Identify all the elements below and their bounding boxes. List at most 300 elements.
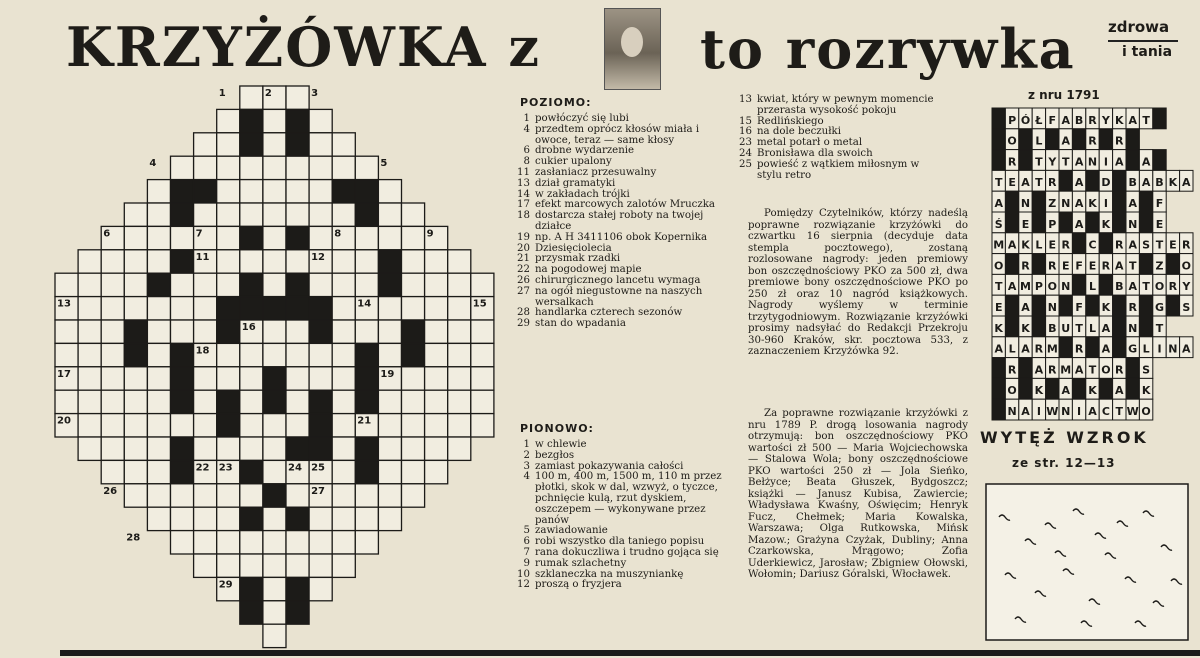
grid-cell[interactable] [217,367,240,390]
grid-cell[interactable] [355,250,378,273]
grid-cell[interactable] [217,180,240,203]
grid-cell[interactable] [240,343,263,366]
grid-cell[interactable] [147,180,170,203]
solution-letter: K [1021,238,1030,252]
grid-cell[interactable] [147,484,170,507]
grid-cell[interactable] [263,273,286,296]
grid-cell[interactable] [263,343,286,366]
grid-cell[interactable] [309,507,332,530]
clue-text: szklaneczka na muszyniankę [535,568,684,580]
grid-cell[interactable] [147,250,170,273]
grid-cell[interactable] [402,203,425,226]
grid-cell[interactable] [378,297,401,320]
grid-cell[interactable] [402,367,425,390]
grid-cell[interactable] [194,203,217,226]
grid-number: 27 [311,485,326,497]
grid-cell[interactable] [217,250,240,273]
grid-cell[interactable] [332,367,355,390]
grid-number: 9 [426,228,434,240]
grid-cell[interactable] [448,390,471,413]
grid-cell[interactable] [309,226,332,249]
grid-cell[interactable] [402,226,425,249]
grid-cell[interactable] [263,133,286,156]
grid-cell[interactable] [263,531,286,554]
grid-cell[interactable] [78,297,101,320]
grid-cell[interactable] [448,367,471,390]
grid-cell-black [194,180,217,203]
grid-cell[interactable] [124,390,147,413]
grid-cell[interactable] [378,320,401,343]
solution-cell-black [1166,254,1179,275]
grid-cell[interactable] [124,250,147,273]
grid-cell[interactable] [448,273,471,296]
grid-cell-black [286,437,309,460]
grid-cell[interactable] [263,156,286,179]
grid-cell[interactable] [147,297,170,320]
grid-cell[interactable] [101,390,124,413]
grid-cell[interactable] [101,437,124,460]
grid-cell[interactable] [263,577,286,600]
grid-cell[interactable] [78,390,101,413]
grid-cell[interactable] [240,484,263,507]
grid-cell[interactable] [471,414,494,437]
grid-cell[interactable] [309,156,332,179]
grid-cell[interactable] [78,367,101,390]
clue-text: Dziesięciolecia [535,242,612,254]
solution-letter: L [1008,342,1016,356]
grid-cell[interactable] [263,437,286,460]
grid-cell[interactable] [378,203,401,226]
grid-cell[interactable] [55,390,78,413]
grid-cell[interactable] [124,297,147,320]
solution-cell-black [1032,316,1045,337]
solution-letter: F [1155,197,1164,210]
grid-cell[interactable] [286,343,309,366]
grid-cell[interactable] [355,507,378,530]
solution-cell-black [1113,316,1126,337]
grid-cell-black [355,203,378,226]
grid-cell[interactable] [101,320,124,343]
grid-cell-black [402,343,425,366]
solution-cell-black [1005,212,1018,233]
grid-cell[interactable] [378,507,401,530]
grid-cell[interactable] [332,531,355,554]
grid-cell[interactable] [332,273,355,296]
grid-cell[interactable] [171,273,194,296]
grid-cell[interactable] [263,507,286,530]
grid-cell[interactable] [217,484,240,507]
grid-cell[interactable] [217,554,240,577]
solution-cell-black [1046,378,1059,399]
grid-cell[interactable] [147,367,170,390]
grid-cell[interactable] [402,297,425,320]
grid-cell[interactable] [217,109,240,132]
solution-letter: M [993,238,1005,252]
grid-cell[interactable] [378,414,401,437]
clue-text: 100 m, 400 m, 1500 m, 110 m przez płotki, skok w dal, wzwyż, o tyczce, pchnięcie kulą, rzut dyskiem, oszczepem — wykonywane przez panów [535,471,722,526]
grid-cell[interactable] [332,250,355,273]
grid-cell[interactable] [286,250,309,273]
solution-letter: O [1007,384,1017,398]
grid-cell[interactable] [124,203,147,226]
clue-text: dostarcza stałej roboty na twojej działce [535,210,704,232]
solution-letter: A [1061,384,1070,398]
solution-letter: E [1008,176,1016,190]
grid-cell[interactable] [147,390,170,413]
puzzle2-subtitle: ze str. 12—13 [1012,456,1116,470]
solution-letter: K [1115,113,1124,127]
grid-cell[interactable] [101,250,124,273]
grid-cell[interactable] [194,156,217,179]
grid-number: 15 [472,298,487,310]
solution-letter: A [1115,259,1124,273]
grid-cell[interactable] [286,203,309,226]
grid-cell[interactable] [402,250,425,273]
grid-cell[interactable] [263,226,286,249]
solution-letter: A [1007,280,1017,294]
grid-cell[interactable] [286,484,309,507]
grid-cell[interactable] [194,414,217,437]
grid-cell[interactable] [402,273,425,296]
clue-number: 2 [523,449,530,461]
grid-cell[interactable] [171,156,194,179]
grid-cell[interactable] [309,554,332,577]
grid-cell[interactable] [309,531,332,554]
clue-number: 27 [517,285,530,297]
grid-cell[interactable] [194,297,217,320]
grid-cell[interactable] [217,437,240,460]
grid-cell[interactable] [147,320,170,343]
grid-cell[interactable] [124,367,147,390]
grid-cell[interactable] [332,554,355,577]
grid-number: 12 [311,251,326,263]
grid-cell[interactable] [448,320,471,343]
grid-cell[interactable] [378,180,401,203]
grid-cell[interactable] [332,507,355,530]
grid-cell[interactable] [194,437,217,460]
grid-cell[interactable] [194,320,217,343]
grid-cell[interactable] [194,390,217,413]
solution-letter: L [1142,342,1150,356]
grid-cell[interactable] [332,203,355,226]
grid-cell[interactable] [263,250,286,273]
clue-number: 29 [517,318,530,330]
grid-cell[interactable] [171,297,194,320]
solution-letter: K [1141,384,1151,398]
clue-number: 8 [523,156,530,168]
grid-cell[interactable] [217,273,240,296]
grid-cell[interactable] [194,484,217,507]
solution-cell-black [1072,129,1085,150]
grid-cell[interactable] [378,390,401,413]
grid-cell[interactable] [425,250,448,273]
grid-cell[interactable] [286,367,309,390]
grid-cell-black [263,367,286,390]
grid-cell[interactable] [286,390,309,413]
grid-cell[interactable] [78,437,101,460]
grid-cell[interactable] [309,203,332,226]
grid-cell[interactable] [101,414,124,437]
grid-cell[interactable] [471,343,494,366]
solution-cell-black [1005,295,1018,316]
grid-cell[interactable] [263,109,286,132]
grid-cell[interactable] [194,133,217,156]
solution-letter: F [1048,113,1057,127]
grid-cell[interactable] [332,297,355,320]
grid-cell[interactable] [309,367,332,390]
solution-letter: N [1047,301,1057,314]
grid-cell[interactable] [332,414,355,437]
solution-letter: M [1046,342,1058,356]
solution-cell-black [1113,337,1126,358]
grid-cell[interactable] [425,297,448,320]
grid-cell[interactable] [240,437,263,460]
grid-cell[interactable] [355,226,378,249]
grid-cell[interactable] [240,250,263,273]
solution-letter: R [1061,238,1070,252]
grid-cell[interactable] [263,601,286,624]
grid-cell[interactable] [471,273,494,296]
grid-cell[interactable] [355,484,378,507]
grid-cell[interactable] [263,320,286,343]
grid-cell[interactable] [286,180,309,203]
solution-letter: Z [1048,197,1057,210]
solution-letter: Y [1048,155,1057,169]
grid-cell[interactable] [101,297,124,320]
grid-cell[interactable] [55,343,78,366]
grid-cell[interactable] [448,343,471,366]
grid-cell[interactable] [425,414,448,437]
grid-cell[interactable] [217,156,240,179]
grid-cell[interactable] [78,273,101,296]
grid-cell[interactable] [194,531,217,554]
grid-cell[interactable] [217,133,240,156]
grid-cell[interactable] [263,203,286,226]
solution-cell-black [1099,378,1112,399]
clue-text: kwiat, który w pewnym momencie przerasta wysokość pokoju [757,94,934,116]
grid-cell[interactable] [147,203,170,226]
grid-cell[interactable] [402,460,425,483]
solution-cell-black [992,108,1005,129]
grid-cell-black [378,250,401,273]
clue-number: 14 [517,188,530,200]
grid-cell[interactable] [171,484,194,507]
grid-cell[interactable] [147,343,170,366]
grid-cell[interactable] [147,414,170,437]
grid-cell[interactable] [471,320,494,343]
grid-cell[interactable] [286,156,309,179]
grid-cell[interactable] [171,226,194,249]
grid-cell[interactable] [263,414,286,437]
grid-cell[interactable] [217,531,240,554]
solution-letter: T [1142,280,1150,294]
grid-cell[interactable] [425,390,448,413]
grid-cell[interactable] [425,460,448,483]
clue-text: na pogodowej mapie [535,264,642,276]
solution-cell-black [1153,108,1166,129]
grid-cell[interactable] [147,460,170,483]
grid-cell[interactable] [448,297,471,320]
grid-cell[interactable] [309,109,332,132]
grid-cell[interactable] [286,414,309,437]
grid-cell[interactable] [171,507,194,530]
grid-cell[interactable] [332,460,355,483]
grid-cell[interactable] [147,226,170,249]
grid-cell[interactable] [471,390,494,413]
grid-cell[interactable] [332,133,355,156]
solution-letter: K [1088,384,1097,398]
grid-cell[interactable] [448,437,471,460]
winners-list: Za poprawne rozwiązanie krzyżówki z nru 1789 P. drogą losowania nagrody otrzymują: bon oszczędnościowy PKO wartości zł 500 — Maria Wojciechowska — Stalowa Wola; bony oszczędnościowe PKO wartości 250 zł — Jola Sieńko, Bełżyce; Beata Głuszek, Bydgoszcz; książki — Janusz Kubisa, Zawiercie; Władysława Kwaśny, Oświęcim; Henryk Fucz, Chełmek; Maria Kowalska, Warszawa; Olga Rutkowska, Mińsk Mazow.; Grażyna Czyżak, Dubliny; Anna Czarkowska, Mrągowo; Zofia Uderkiewicz, Jarosław; Zbigniew Ołowski, Wołomin; Dariusz Góralski, Włocławek. [748,408,968,580]
grid-cell[interactable] [355,156,378,179]
grid-cell[interactable] [309,577,332,600]
grid-cell[interactable] [263,554,286,577]
grid-cell[interactable] [286,320,309,343]
grid-cell[interactable] [147,507,170,530]
grid-cell[interactable] [378,460,401,483]
grid-cell[interactable] [240,367,263,390]
grid-cell[interactable] [240,86,263,109]
grid-cell[interactable] [124,484,147,507]
grid-cell[interactable] [402,437,425,460]
clue-text: na ogół niegustowne na naszych wersalkach [535,285,703,308]
grid-cell[interactable] [309,343,332,366]
grid-cell[interactable] [124,460,147,483]
grid-cell[interactable] [332,484,355,507]
grid-cell-black [309,297,332,320]
grid-cell[interactable] [425,273,448,296]
solution-cell-black [1059,295,1072,316]
grid-cell[interactable] [332,156,355,179]
grid-cell[interactable] [286,86,309,109]
solution-letter: P [1008,113,1017,127]
grid-cell[interactable] [355,531,378,554]
grid-cell[interactable] [217,507,240,530]
solution-letter: Ó [1020,113,1031,127]
grid-cell[interactable] [378,484,401,507]
grid-cell[interactable] [471,367,494,390]
solution-letter: T [1128,259,1137,273]
grid-cell[interactable] [263,180,286,203]
grid-cell[interactable] [425,343,448,366]
grid-cell[interactable] [332,437,355,460]
solution-cell-black [1019,129,1032,150]
solution-cell-black [1153,150,1166,171]
grid-cell[interactable] [124,273,147,296]
grid-cell[interactable] [171,414,194,437]
grid-cell[interactable] [171,320,194,343]
grid-cell[interactable] [402,390,425,413]
grid-cell[interactable] [402,414,425,437]
grid-cell[interactable] [101,343,124,366]
grid-cell[interactable] [217,226,240,249]
grid-cell[interactable] [286,554,309,577]
grid-cell[interactable] [263,460,286,483]
grid-cell[interactable] [194,507,217,530]
grid-number: 14 [357,298,372,310]
solution-letter: T [1075,321,1083,335]
grid-cell[interactable] [55,273,78,296]
grid-cell[interactable] [194,367,217,390]
grid-cell[interactable] [217,343,240,366]
solution-letter: K [1168,176,1178,190]
clue-item [508,472,730,526]
grid-cell[interactable] [425,437,448,460]
solution-letter: R [1182,238,1191,252]
grid-cell[interactable] [194,554,217,577]
grid-number: 2 [264,88,272,99]
grid-cell[interactable] [124,226,147,249]
clue-number: 9 [523,557,530,569]
grid-cell[interactable] [101,367,124,390]
solution-cell-black [1139,212,1152,233]
grid-cell[interactable] [55,320,78,343]
clue-text: przysmak rzadki [535,253,621,265]
grid-cell[interactable] [240,554,263,577]
solution-cell-black [1139,254,1152,275]
grid-cell[interactable] [101,273,124,296]
grid-cell[interactable] [309,180,332,203]
grid-cell[interactable] [240,414,263,437]
solution-letter: I [1103,197,1108,210]
grid-cell-black [286,226,309,249]
grid-cell[interactable] [402,484,425,507]
solution-letter: A [1021,301,1030,314]
grid-cell[interactable] [332,390,355,413]
grid-cell[interactable] [448,250,471,273]
clue-number: 13 [739,94,752,105]
grid-cell[interactable] [263,624,286,647]
grid-cell-black [240,577,263,600]
grid-cell[interactable] [217,203,240,226]
grid-cell[interactable] [171,531,194,554]
grid-cell[interactable] [124,437,147,460]
grid-cell[interactable] [124,414,147,437]
grid-cell[interactable] [240,180,263,203]
grid-cell[interactable] [286,531,309,554]
grid-cell[interactable] [378,437,401,460]
grid-cell[interactable] [355,320,378,343]
grid-cell[interactable] [101,460,124,483]
grid-cell[interactable] [78,250,101,273]
grid-cell[interactable] [425,367,448,390]
crossword-grid[interactable] [0,0,520,650]
grid-cell[interactable] [378,343,401,366]
grid-number: 5 [380,158,388,170]
solution-letter: A [1101,321,1111,335]
grid-cell[interactable] [332,343,355,366]
grid-cell[interactable] [309,273,332,296]
grid-cell[interactable] [240,390,263,413]
grid-cell[interactable] [194,273,217,296]
grid-cell[interactable] [332,320,355,343]
grid-cell[interactable] [147,437,170,460]
solution-letter: O [1047,280,1057,294]
solution-letter: A [1061,113,1070,127]
grid-cell[interactable] [240,203,263,226]
grid-cell[interactable] [309,133,332,156]
grid-cell[interactable] [448,414,471,437]
grid-cell[interactable] [378,226,401,249]
grid-cell[interactable] [355,273,378,296]
clue-text: rumak szlachetny [535,557,627,569]
grid-cell[interactable] [78,414,101,437]
grid-cell[interactable] [78,343,101,366]
grid-cell[interactable] [425,320,448,343]
grid-cell[interactable] [240,531,263,554]
grid-cell[interactable] [240,156,263,179]
grid-cell[interactable] [78,320,101,343]
